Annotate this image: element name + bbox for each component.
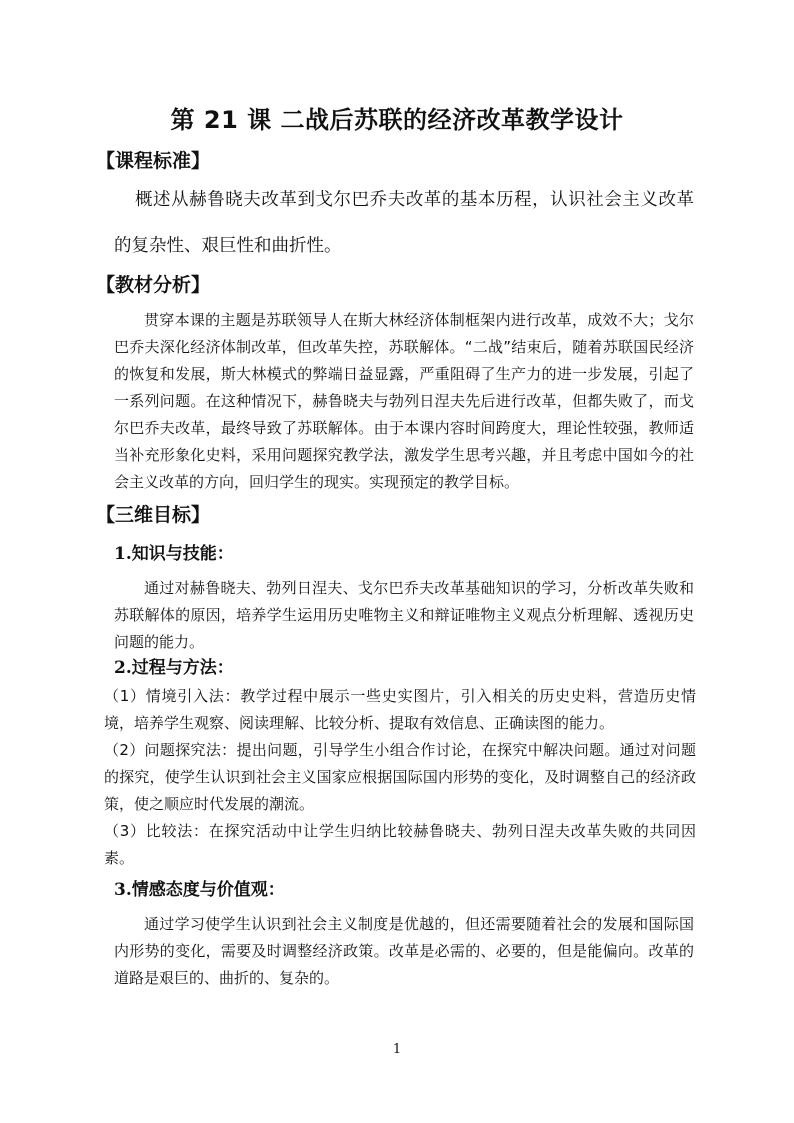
page-number: 1 — [392, 1042, 402, 1057]
knowledge-skills-text: 通过对赫鲁晓夫、勃列日涅夫、戈尔巴乔夫改革基础知识的学习，分析改革失败和苏联解体的原因，培养学生运用历史唯物主义和辩证唯物主义观点分析理解、透视历史问题的能力。 — [114, 579, 694, 651]
course-standard-text: 概述从赫鲁晓夫改革到戈尔巴乔夫改革的基本历程，认识社会主义改革的复杂性、艰巨性和曲折性。 — [114, 190, 694, 256]
process-item-situation: （1）情境引入法：教学过程中展示一些史实图片，引入相关的历史史料，营造历史情境，培养学生观察、阅读理解、比较分析、提取有效信息、正确读图的能力。 — [104, 687, 696, 732]
heading-knowledge-skills: 1.知识与技能： — [114, 544, 234, 564]
heading-three-dimensional-goals: 【三维目标】 — [96, 504, 211, 526]
process-item-inquiry: （2）问题探究法：提出问题，引导学生小组合作讨论，在探究中解决问题。通过对问题的探究，使学生认识到社会主义国家应根据国际国内形势的变化，及时调整自己的经济政策，使之顺应时代发展的潮流。 — [104, 741, 696, 813]
process-item-comparison: （3）比较法：在探究活动中让学生归纳比较赫鲁晓夫、勃列日涅夫改革失败的共同因素。 — [104, 822, 696, 867]
heading-process-methods: 2.过程与方法： — [114, 658, 234, 678]
heading-course-standard: 【课程标准】 — [96, 150, 211, 172]
heading-emotion-values: 3.情感态度与价值观： — [114, 880, 285, 900]
heading-textbook-analysis: 【教材分析】 — [96, 274, 211, 296]
document-title: 第 21 课 二战后苏联的经济改革教学设计 — [170, 106, 624, 134]
textbook-analysis-text: 贯穿本课的主题是苏联领导人在斯大林经济体制框架内进行改革，成效不大；戈尔巴乔夫深化经济体制改革，但改革失控，苏联解体。“二战”结束后，随着苏联国民经济的恢复和发展，斯大林模式的弊端日益显露，严重阻碍了生产力的进一步发展，引起了一系列问题。在这种情况下，赫鲁晓夫与勃列日涅夫先后进行改革，但都失败了，而戈尔巴乔夫改革，最终导致了苏联解体。由于本课内容时间跨度大，理论性较强，教师适当补充形象化史料，采用问题探究教学法，激发学生思考兴趣，并且考虑中国如今的社会主义改革的方向，回归学生的现实。实现预定的教学目标。 — [114, 311, 694, 491]
emotion-values-text: 通过学习使学生认识到社会主义制度是优越的，但还需要随着社会的发展和国际国内形势的变化，需要及时调整经济政策。改革是必需的、必要的，但是能偏向。改革的道路是艰巨的、曲折的、复杂的。 — [114, 915, 694, 987]
